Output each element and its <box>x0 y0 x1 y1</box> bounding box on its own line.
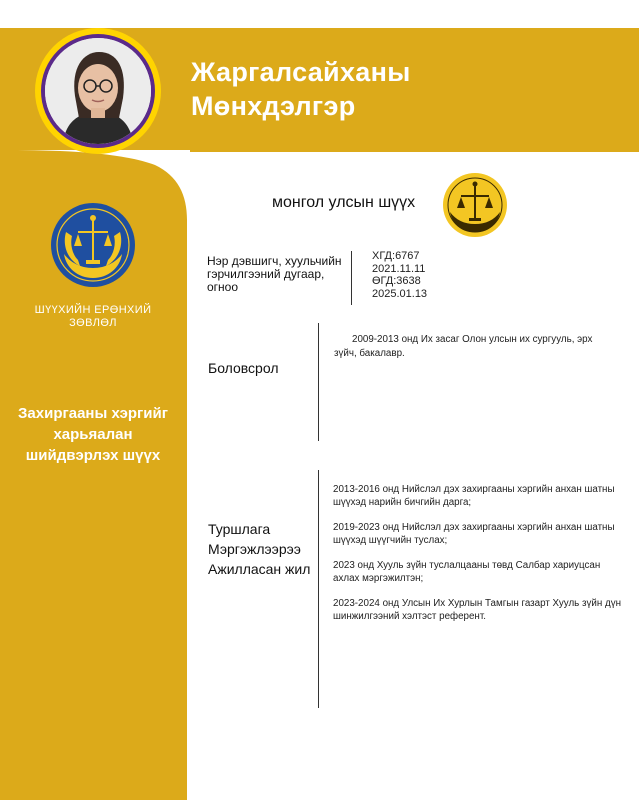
court-name: монгол улсын шүүх <box>272 194 416 211</box>
candidate-name <box>191 55 411 123</box>
experience-label-line3: Ажилласан жил <box>208 561 311 577</box>
nomination-label: Нэр дэвшигч, хуульчийн гэрчилгээний дугаар, огноо <box>207 254 342 294</box>
license-date: 2025.01.13 <box>372 287 428 300</box>
nomination-divider <box>351 251 352 305</box>
education-label: Боловсрол <box>208 360 279 376</box>
education-text: 2009-2013 онд Их засаг Олон улсын их сургууль, эрх зүйч, бакалавр. <box>334 334 593 359</box>
court-specialization-title: Захиргааны хэргийг харьяалан шийдвэрлэх шүүх <box>18 405 168 464</box>
nomination-values <box>372 250 427 300</box>
scales-of-justice-icon <box>442 172 508 238</box>
judicial-council-emblem-icon <box>50 202 136 288</box>
experience-divider <box>318 470 319 708</box>
experience-item: 2023-2024 онд Улсын Их Хурлын Тамгын газарт Хууль зүйн дүн шинжилгээний хэлтэст референт. <box>333 598 622 622</box>
certificate-date: 2021.11.11 <box>372 262 426 275</box>
experience-label-line1: Туршлага <box>208 521 271 537</box>
profile-avatar <box>35 28 161 154</box>
profile-photo <box>45 38 151 144</box>
experience-item: 2013-2016 онд Нийслэл дэх захиргааны хэргийн анхан шатны шүүхэд нарийн бичгийн дарга; <box>333 484 615 508</box>
council-name: ШҮҮХИЙН ЕРӨНХИЙ ЗӨВЛӨЛ <box>34 304 152 329</box>
experience-label-line2: Мэргэжлээрээ <box>208 541 301 557</box>
name-line2: Мөнхдэлгэр <box>191 91 356 121</box>
experience-label <box>208 519 310 579</box>
name-line1: Жаргалсайханы <box>191 57 411 87</box>
experience-item: 2023 онд Хууль зүйн туслалцааны төвд Салбар хариуцсан ахлах мэргэжилтэн; <box>333 560 601 584</box>
education-divider <box>318 323 319 441</box>
experience-list <box>333 483 623 635</box>
license-number: ӨГД:3638 <box>372 275 421 287</box>
experience-item: 2019-2023 онд Нийслэл дэх захиргааны хэргийн анхан шатны шүүхэд шүүгчийн туслах; <box>333 522 615 546</box>
certificate-number: ХГД:6767 <box>372 250 420 262</box>
